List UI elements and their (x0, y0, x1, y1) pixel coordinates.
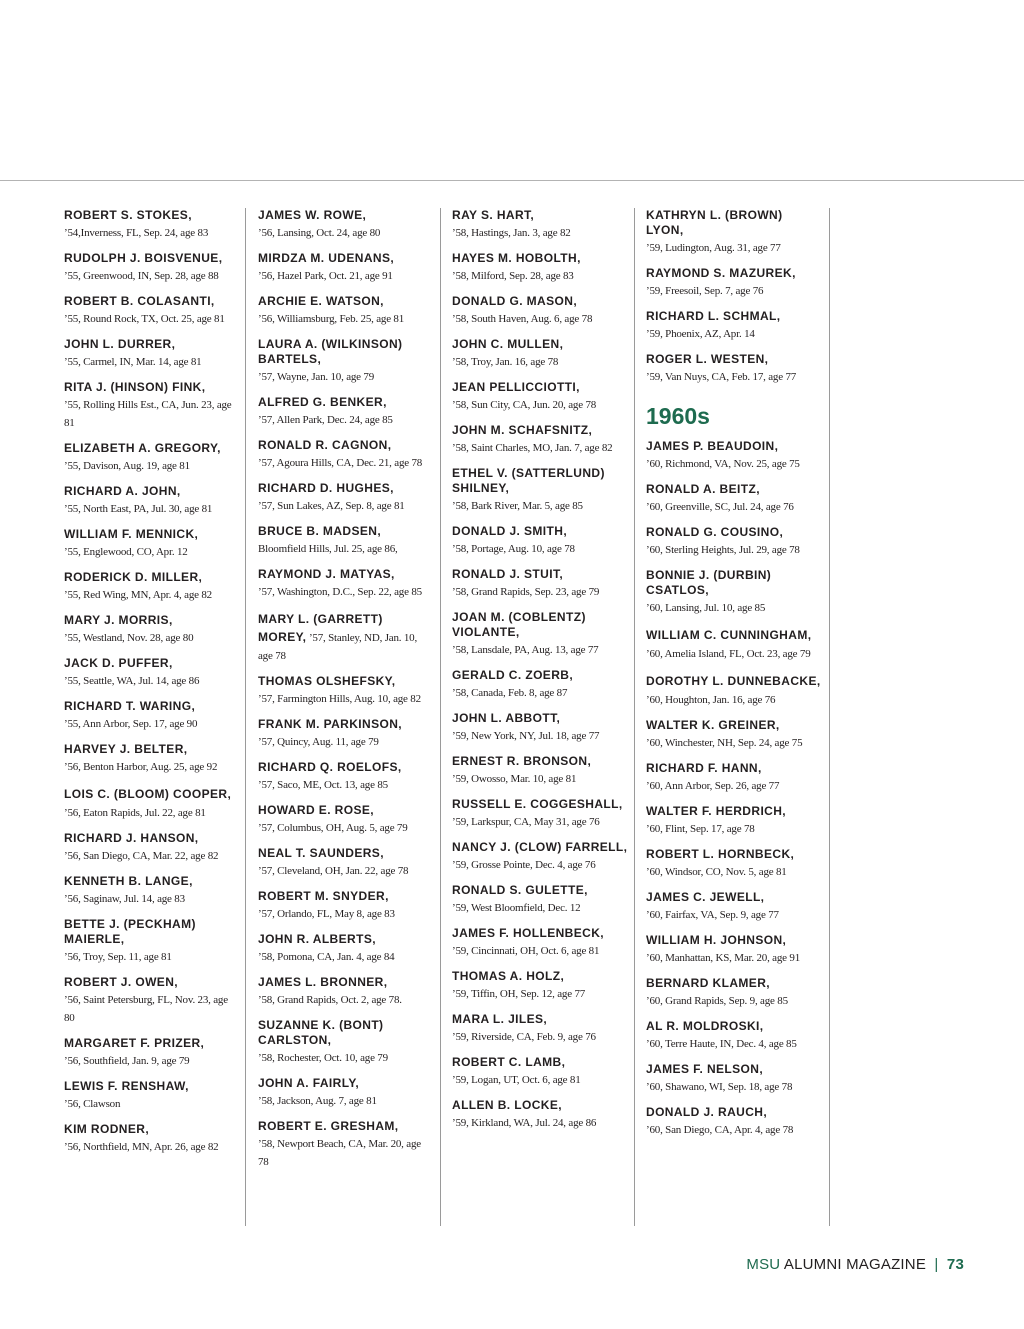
alumni-details: ’54,Inverness, FL, Sep. 24, age 83 (64, 227, 209, 239)
obituary-entry (258, 760, 434, 793)
alumni-name: DOROTHY L. DUNNEBACKE, (646, 674, 821, 688)
alumni-details: ’56, Eaton Rapids, Jul. 22, age 81 (64, 807, 206, 819)
alumni-details: ’60, Manhattan, KS, Mar. 20, age 91 (646, 952, 800, 964)
alumni-name: RUSSELL E. COGGESHALL, (452, 797, 623, 811)
alumni-details: ’57, Agoura Hills, CA, Dec. 21, age 78 (258, 457, 423, 469)
alumni-name: DONALD J. RAUCH, (646, 1105, 768, 1119)
alumni-name: ERNEST R. BRONSON, (452, 754, 592, 768)
alumni-details: ’59, Owosso, Mar. 10, age 81 (452, 773, 577, 785)
alumni-details: ’58, Newport Beach, CA, Mar. 20, age 78 (258, 1138, 421, 1168)
alumni-name: RONALD R. CAGNON, (258, 438, 392, 452)
alumni-details: ’60, Ann Arbor, Sep. 26, age 77 (646, 780, 780, 792)
alumni-details: ’55, Seattle, WA, Jul. 14, age 86 (64, 675, 200, 687)
alumni-details: ’58, Grand Rapids, Sep. 23, age 79 (452, 586, 600, 598)
obituary-entry (64, 917, 239, 965)
alumni-details: ’57, Wayne, Jan. 10, age 79 (258, 371, 375, 383)
column-4-entries-top (646, 208, 823, 385)
alumni-name: JOHN M. SCHAFSNITZ, (452, 423, 593, 437)
alumni-name: BRUCE B. MADSEN, (258, 524, 382, 538)
alumni-details: ’60, Fairfax, VA, Sep. 9, age 77 (646, 909, 779, 921)
obituary-entry (452, 251, 628, 284)
alumni-details: ’59, Cincinnati, OH, Oct. 6, age 81 (452, 945, 600, 957)
obituary-entry (646, 761, 823, 794)
alumni-details: ’56, Lansing, Oct. 24, age 80 (258, 227, 381, 239)
alumni-details: ’57, Stanley, ND, Jan. 10, age 78 (258, 632, 418, 662)
obituary-entry (258, 395, 434, 428)
alumni-details: ’56, Clawson (64, 1098, 121, 1110)
obituary-entry (452, 208, 628, 241)
obituary-entry (452, 337, 628, 370)
obituary-entry (258, 1018, 434, 1066)
alumni-details: ’57, Sun Lakes, AZ, Sep. 8, age 81 (258, 500, 405, 512)
obituary-entry (64, 441, 239, 474)
alumni-details: ’60, Grand Rapids, Sep. 9, age 85 (646, 995, 788, 1007)
alumni-name: RICHARD Q. ROELOFS, (258, 760, 402, 774)
alumni-name: ROBERT E. GRESHAM, (258, 1119, 399, 1133)
alumni-details: Bloomfield Hills, Jul. 25, age 86, (258, 543, 398, 555)
obituary-entry (64, 831, 239, 864)
obituary-column-4 (646, 208, 830, 1226)
alumni-details: ’60, Flint, Sep. 17, age 78 (646, 823, 755, 835)
alumni-details: ’58, Milford, Sep. 28, age 83 (452, 270, 574, 282)
alumni-details: ’55, Englewood, CO, Apr. 12 (64, 546, 188, 558)
alumni-details: ’58, Troy, Jan. 16, age 78 (452, 356, 559, 368)
alumni-name: HAYES M. HOBOLTH, (452, 251, 581, 265)
obituary-entry (452, 969, 628, 1002)
alumni-details: ’60, Houghton, Jan. 16, age 76 (646, 694, 776, 706)
alumni-details: ’58, Pomona, CA, Jan. 4, age 84 (258, 951, 395, 963)
obituary-entry (452, 380, 628, 413)
alumni-name: RICHARD T. WARING, (64, 699, 196, 713)
alumni-details: ’60, Greenville, SC, Jul. 24, age 76 (646, 501, 794, 513)
obituary-entry (452, 466, 628, 514)
alumni-name: MARY L. (GARRETT) MOREY, (258, 612, 383, 644)
obituary-entry (646, 266, 823, 299)
page-footer (746, 1256, 964, 1273)
obituary-entry (646, 626, 823, 662)
alumni-details: ’58, Rochester, Oct. 10, age 79 (258, 1052, 388, 1064)
alumni-details: ’58, Sun City, CA, Jun. 20, age 78 (452, 399, 597, 411)
alumni-name: RONALD J. STUIT, (452, 567, 564, 581)
obituary-entry (64, 613, 239, 646)
page-number: 73 (946, 1256, 964, 1273)
alumni-name: ROBERT S. STOKES, (64, 208, 192, 222)
obituary-entry (64, 699, 239, 732)
alumni-details: ’55, Davison, Aug. 19, age 81 (64, 460, 190, 472)
alumni-name: MARGARET F. PRIZER, (64, 1036, 205, 1050)
obituary-entry (452, 883, 628, 916)
obituary-entry (646, 672, 823, 708)
alumni-details: ’55, Red Wing, MN, Apr. 4, age 82 (64, 589, 212, 601)
obituary-entry (64, 380, 239, 431)
footer-separator: | (934, 1256, 939, 1273)
obituary-entry (258, 251, 434, 284)
alumni-name: BERNARD KLAMER, (646, 976, 770, 990)
obituary-entry (646, 976, 823, 1009)
obituary-entry (64, 1079, 239, 1112)
obituary-entry (258, 481, 434, 514)
obituary-entry (452, 840, 628, 873)
obituary-entry (452, 668, 628, 701)
alumni-name: ALFRED G. BENKER, (258, 395, 387, 409)
alumni-name: DONALD J. SMITH, (452, 524, 568, 538)
alumni-details: ’59, Grosse Pointe, Dec. 4, age 76 (452, 859, 596, 871)
alumni-details: ’58, Grand Rapids, Oct. 2, age 78. (258, 994, 402, 1006)
alumni-name: ETHEL V. (SATTERLUND) SHILNEY, (452, 466, 605, 495)
alumni-details: ’56, Hazel Park, Oct. 21, age 91 (258, 270, 393, 282)
alumni-details: ’60, Windsor, CO, Nov. 5, age 81 (646, 866, 787, 878)
alumni-name: WILLIAM H. JOHNSON, (646, 933, 787, 947)
obituary-entry (646, 352, 823, 385)
alumni-details: ’55, Greenwood, IN, Sep. 28, age 88 (64, 270, 219, 282)
alumni-name: JOHN C. MULLEN, (452, 337, 564, 351)
obituary-entry (64, 874, 239, 907)
alumni-details: ’55, Ann Arbor, Sep. 17, age 90 (64, 718, 198, 730)
obituary-entry (452, 524, 628, 557)
alumni-name: WALTER F. HERDRICH, (646, 804, 787, 818)
obituary-column-2 (258, 208, 441, 1226)
alumni-name: DONALD G. MASON, (452, 294, 578, 308)
obituary-entry (64, 785, 239, 821)
alumni-name: HARVEY J. BELTER, (64, 742, 188, 756)
alumni-details: ’58, Portage, Aug. 10, age 78 (452, 543, 575, 555)
alumni-name: WALTER K. GREINER, (646, 718, 780, 732)
alumni-details: ’59, West Bloomfield, Dec. 12 (452, 902, 581, 914)
alumni-name: KENNETH B. LANGE, (64, 874, 193, 888)
alumni-details: ’58, Saint Charles, MO, Jan. 7, age 82 (452, 442, 613, 454)
obituary-entry (258, 803, 434, 836)
alumni-details: ’56, San Diego, CA, Mar. 22, age 82 (64, 850, 219, 862)
alumni-details: ’55, Round Rock, TX, Oct. 25, age 81 (64, 313, 225, 325)
alumni-name: WILLIAM C. CUNNINGHAM, (646, 628, 812, 642)
obituary-entry (64, 656, 239, 689)
alumni-name: MIRDZA M. UDENANS, (258, 251, 395, 265)
obituary-entry (64, 1122, 239, 1155)
alumni-details: ’60, Winchester, NH, Sep. 24, age 75 (646, 737, 803, 749)
alumni-name: JOHN R. ALBERTS, (258, 932, 376, 946)
alumni-details: ’59, Van Nuys, CA, Feb. 17, age 77 (646, 371, 797, 383)
alumni-details: ’60, Richmond, VA, Nov. 25, age 75 (646, 458, 800, 470)
obituary-entry (258, 567, 434, 600)
alumni-name: ARCHIE E. WATSON, (258, 294, 384, 308)
obituary-column-1 (64, 208, 246, 1226)
alumni-name: KIM RODNER, (64, 1122, 150, 1136)
alumni-details: ’56, Benton Harbor, Aug. 25, age 92 (64, 761, 218, 773)
alumni-details: ’57, Allen Park, Dec. 24, age 85 (258, 414, 393, 426)
alumni-name: RICHARD D. HUGHES, (258, 481, 394, 495)
alumni-name: MARY J. MORRIS, (64, 613, 173, 627)
alumni-details: ’57, Washington, D.C., Sep. 22, age 85 (258, 586, 422, 598)
alumni-details: ’59, Riverside, CA, Feb. 9, age 76 (452, 1031, 596, 1043)
obituary-entry (646, 718, 823, 751)
obituary-entry (258, 846, 434, 879)
alumni-name: RAYMOND S. MAZUREK, (646, 266, 796, 280)
alumni-name: RONALD A. BEITZ, (646, 482, 760, 496)
alumni-details: ’59, New York, NY, Jul. 18, age 77 (452, 730, 600, 742)
alumni-details: ’56, Northfield, MN, Apr. 26, age 82 (64, 1141, 219, 1153)
obituary-entry (258, 932, 434, 965)
alumni-details: ’57, Columbus, OH, Aug. 5, age 79 (258, 822, 408, 834)
alumni-name: GERALD C. ZOERB, (452, 668, 574, 682)
alumni-details: ’59, Kirkland, WA, Jul. 24, age 86 (452, 1117, 597, 1129)
obituary-entry (646, 847, 823, 880)
alumni-details: ’58, Lansdale, PA, Aug. 13, age 77 (452, 644, 599, 656)
alumni-name: RODERICK D. MILLER, (64, 570, 203, 584)
alumni-name: JOHN L. DURRER, (64, 337, 176, 351)
alumni-name: BONNIE J. (DURBIN) CSATLOS, (646, 568, 772, 597)
alumni-name: RICHARD A. JOHN, (64, 484, 181, 498)
alumni-name: ALLEN B. LOCKE, (452, 1098, 562, 1112)
obituary-entry (452, 797, 628, 830)
obituary-entry (452, 711, 628, 744)
alumni-details: ’58, Jackson, Aug. 7, age 81 (258, 1095, 377, 1107)
obituary-entry (646, 804, 823, 837)
obituary-entry (258, 524, 434, 557)
alumni-name: JAMES C. JEWELL, (646, 890, 765, 904)
alumni-name: JAMES W. ROWE, (258, 208, 367, 222)
obituary-entry (64, 484, 239, 517)
alumni-details: ’60, Sterling Heights, Jul. 29, age 78 (646, 544, 800, 556)
alumni-details: ’59, Logan, UT, Oct. 6, age 81 (452, 1074, 581, 1086)
obituary-entry (64, 1036, 239, 1069)
alumni-name: ROBERT J. OWEN, (64, 975, 179, 989)
alumni-name: RUDOLPH J. BOISVENUE, (64, 251, 223, 265)
alumni-details: ’60, Amelia Island, FL, Oct. 23, age 79 (646, 648, 811, 660)
obituary-entry (258, 294, 434, 327)
alumni-name: RICHARD F. HANN, (646, 761, 762, 775)
obituary-entry (258, 208, 434, 241)
alumni-details: ’56, Southfield, Jan. 9, age 79 (64, 1055, 190, 1067)
alumni-details: ’55, Westland, Nov. 28, age 80 (64, 632, 194, 644)
alumni-details: ’58, Hastings, Jan. 3, age 82 (452, 227, 571, 239)
obituary-entry (258, 889, 434, 922)
alumni-name: RICHARD J. HANSON, (64, 831, 199, 845)
obituary-entry (452, 1098, 628, 1131)
obituary-entry (64, 570, 239, 603)
obituary-entry (646, 525, 823, 558)
alumni-name: JOHN A. FAIRLY, (258, 1076, 360, 1090)
obituary-entry (452, 1055, 628, 1088)
alumni-name: MARA L. JILES, (452, 1012, 548, 1026)
obituary-entry (646, 1019, 823, 1052)
obituary-entry (452, 423, 628, 456)
obituary-entry (646, 933, 823, 966)
alumni-name: THOMAS OLSHEFSKY, (258, 674, 396, 688)
obituary-entry (646, 1105, 823, 1138)
alumni-name: JAMES P. BEAUDOIN, (646, 439, 779, 453)
obituary-entry (258, 717, 434, 750)
obituary-entry (452, 926, 628, 959)
obituary-entry (452, 1012, 628, 1045)
alumni-details: ’56, Saint Petersburg, FL, Nov. 23, age 80 (64, 994, 228, 1024)
alumni-details: ’55, Rolling Hills Est., CA, Jun. 23, age 81 (64, 399, 232, 429)
top-rule (0, 180, 1024, 181)
alumni-name: HOWARD E. ROSE, (258, 803, 375, 817)
alumni-details: ’59, Ludington, Aug. 31, age 77 (646, 242, 781, 254)
alumni-details: ’60, San Diego, CA, Apr. 4, age 78 (646, 1124, 794, 1136)
alumni-name: AL R. MOLDROSKI, (646, 1019, 764, 1033)
alumni-details: ’57, Saco, ME, Oct. 13, age 85 (258, 779, 388, 791)
alumni-details: ’58, South Haven, Aug. 6, age 78 (452, 313, 593, 325)
obituary-entry (452, 754, 628, 787)
alumni-name: JOHN L. ABBOTT, (452, 711, 561, 725)
decade-heading: 1960s (646, 403, 710, 429)
alumni-details: ’57, Orlando, FL, May 8, age 83 (258, 908, 395, 920)
alumni-name: FRANK M. PARKINSON, (258, 717, 403, 731)
alumni-name: JEAN PELLICCIOTTI, (452, 380, 580, 394)
obituary-entry (646, 439, 823, 472)
obituary-entry (258, 438, 434, 471)
alumni-name: LOIS C. (BLOOM) COOPER, (64, 787, 232, 801)
alumni-name: ROBERT B. COLASANTI, (64, 294, 215, 308)
alumni-name: ELIZABETH A. GREGORY, (64, 441, 221, 455)
alumni-name: NANCY J. (CLOW) FARRELL, (452, 840, 628, 854)
obituary-column-3 (452, 208, 635, 1226)
alumni-name: RAYMOND J. MATYAS, (258, 567, 395, 581)
obituary-entry (64, 294, 239, 327)
alumni-name: RITA J. (HINSON) FINK, (64, 380, 206, 394)
obituary-entry (64, 251, 239, 284)
alumni-name: ROGER L. WESTEN, (646, 352, 769, 366)
obituary-entry (646, 1062, 823, 1095)
alumni-name: NEAL T. SAUNDERS, (258, 846, 384, 860)
alumni-name: JACK D. PUFFER, (64, 656, 173, 670)
alumni-details: ’59, Phoenix, AZ, Apr. 14 (646, 328, 755, 340)
column-4-entries-bottom (646, 439, 823, 1138)
obituary-entry (64, 742, 239, 775)
alumni-name: RICHARD L. SCHMAL, (646, 309, 781, 323)
alumni-name: ROBERT L. HORNBECK, (646, 847, 795, 861)
obituary-entry (258, 1119, 434, 1170)
alumni-details: ’57, Cleveland, OH, Jan. 22, age 78 (258, 865, 409, 877)
alumni-name: RONALD S. GULETTE, (452, 883, 588, 897)
alumni-details: ’57, Farmington Hills, Aug. 10, age 82 (258, 693, 421, 705)
obituary-entry (452, 567, 628, 600)
alumni-details: ’55, Carmel, IN, Mar. 14, age 81 (64, 356, 202, 368)
alumni-details: ’59, Larkspur, CA, May 31, age 76 (452, 816, 600, 828)
alumni-details: ’56, Troy, Sep. 11, age 81 (64, 951, 172, 963)
obituary-entry (64, 975, 239, 1026)
alumni-details: ’59, Tiffin, OH, Sep. 12, age 77 (452, 988, 586, 1000)
alumni-name: JOAN M. (COBLENTZ) VIOLANTE, (452, 610, 586, 639)
obituary-entry (258, 975, 434, 1008)
obituary-entry (646, 568, 823, 616)
obituary-entry (646, 482, 823, 515)
alumni-name: JAMES L. BRONNER, (258, 975, 388, 989)
obituary-entry (64, 208, 239, 241)
alumni-details: ’59, Freesoil, Sep. 7, age 76 (646, 285, 764, 297)
obituary-entry (258, 1076, 434, 1109)
alumni-name: BETTE J. (PECKHAM) MAIERLE, (64, 917, 196, 946)
alumni-details: ’55, North East, PA, Jul. 30, age 81 (64, 503, 213, 515)
alumni-name: THOMAS A. HOLZ, (452, 969, 565, 983)
obituary-entry (646, 208, 823, 256)
footer-title: ALUMNI MAGAZINE (783, 1256, 927, 1273)
alumni-details: ’56, Saginaw, Jul. 14, age 83 (64, 893, 185, 905)
obituary-entry (64, 527, 239, 560)
obituary-entry (258, 337, 434, 385)
alumni-details: ’60, Lansing, Jul. 10, age 85 (646, 602, 766, 614)
alumni-details: ’60, Shawano, WI, Sep. 18, age 78 (646, 1081, 793, 1093)
obituary-entry (646, 890, 823, 923)
alumni-name: JAMES F. HOLLENBECK, (452, 926, 605, 940)
alumni-name: SUZANNE K. (BONT) CARLSTON, (258, 1018, 384, 1047)
alumni-details: ’57, Quincy, Aug. 11, age 79 (258, 736, 379, 748)
alumni-details: ’60, Terre Haute, IN, Dec. 4, age 85 (646, 1038, 797, 1050)
obituary-entry (646, 309, 823, 342)
obituary-entry (64, 337, 239, 370)
alumni-name: ROBERT C. LAMB, (452, 1055, 566, 1069)
footer-brand: MSU (746, 1256, 781, 1273)
alumni-name: JAMES F. NELSON, (646, 1062, 764, 1076)
alumni-details: ’58, Bark River, Mar. 5, age 85 (452, 500, 583, 512)
alumni-name: LEWIS F. RENSHAW, (64, 1079, 189, 1093)
alumni-name: RONALD G. COUSINO, (646, 525, 784, 539)
alumni-details: ’56, Williamsburg, Feb. 25, age 81 (258, 313, 405, 325)
alumni-details: ’58, Canada, Feb. 8, age 87 (452, 687, 568, 699)
alumni-name: WILLIAM F. MENNICK, (64, 527, 199, 541)
obituary-entry (258, 610, 434, 664)
obituary-entry (452, 610, 628, 658)
alumni-name: LAURA A. (WILKINSON) BARTELS, (258, 337, 403, 366)
alumni-name: ROBERT M. SNYDER, (258, 889, 389, 903)
obituary-entry (452, 294, 628, 327)
alumni-name: KATHRYN L. (BROWN) LYON, (646, 208, 783, 237)
obituary-entry (258, 674, 434, 707)
alumni-name: RAY S. HART, (452, 208, 535, 222)
